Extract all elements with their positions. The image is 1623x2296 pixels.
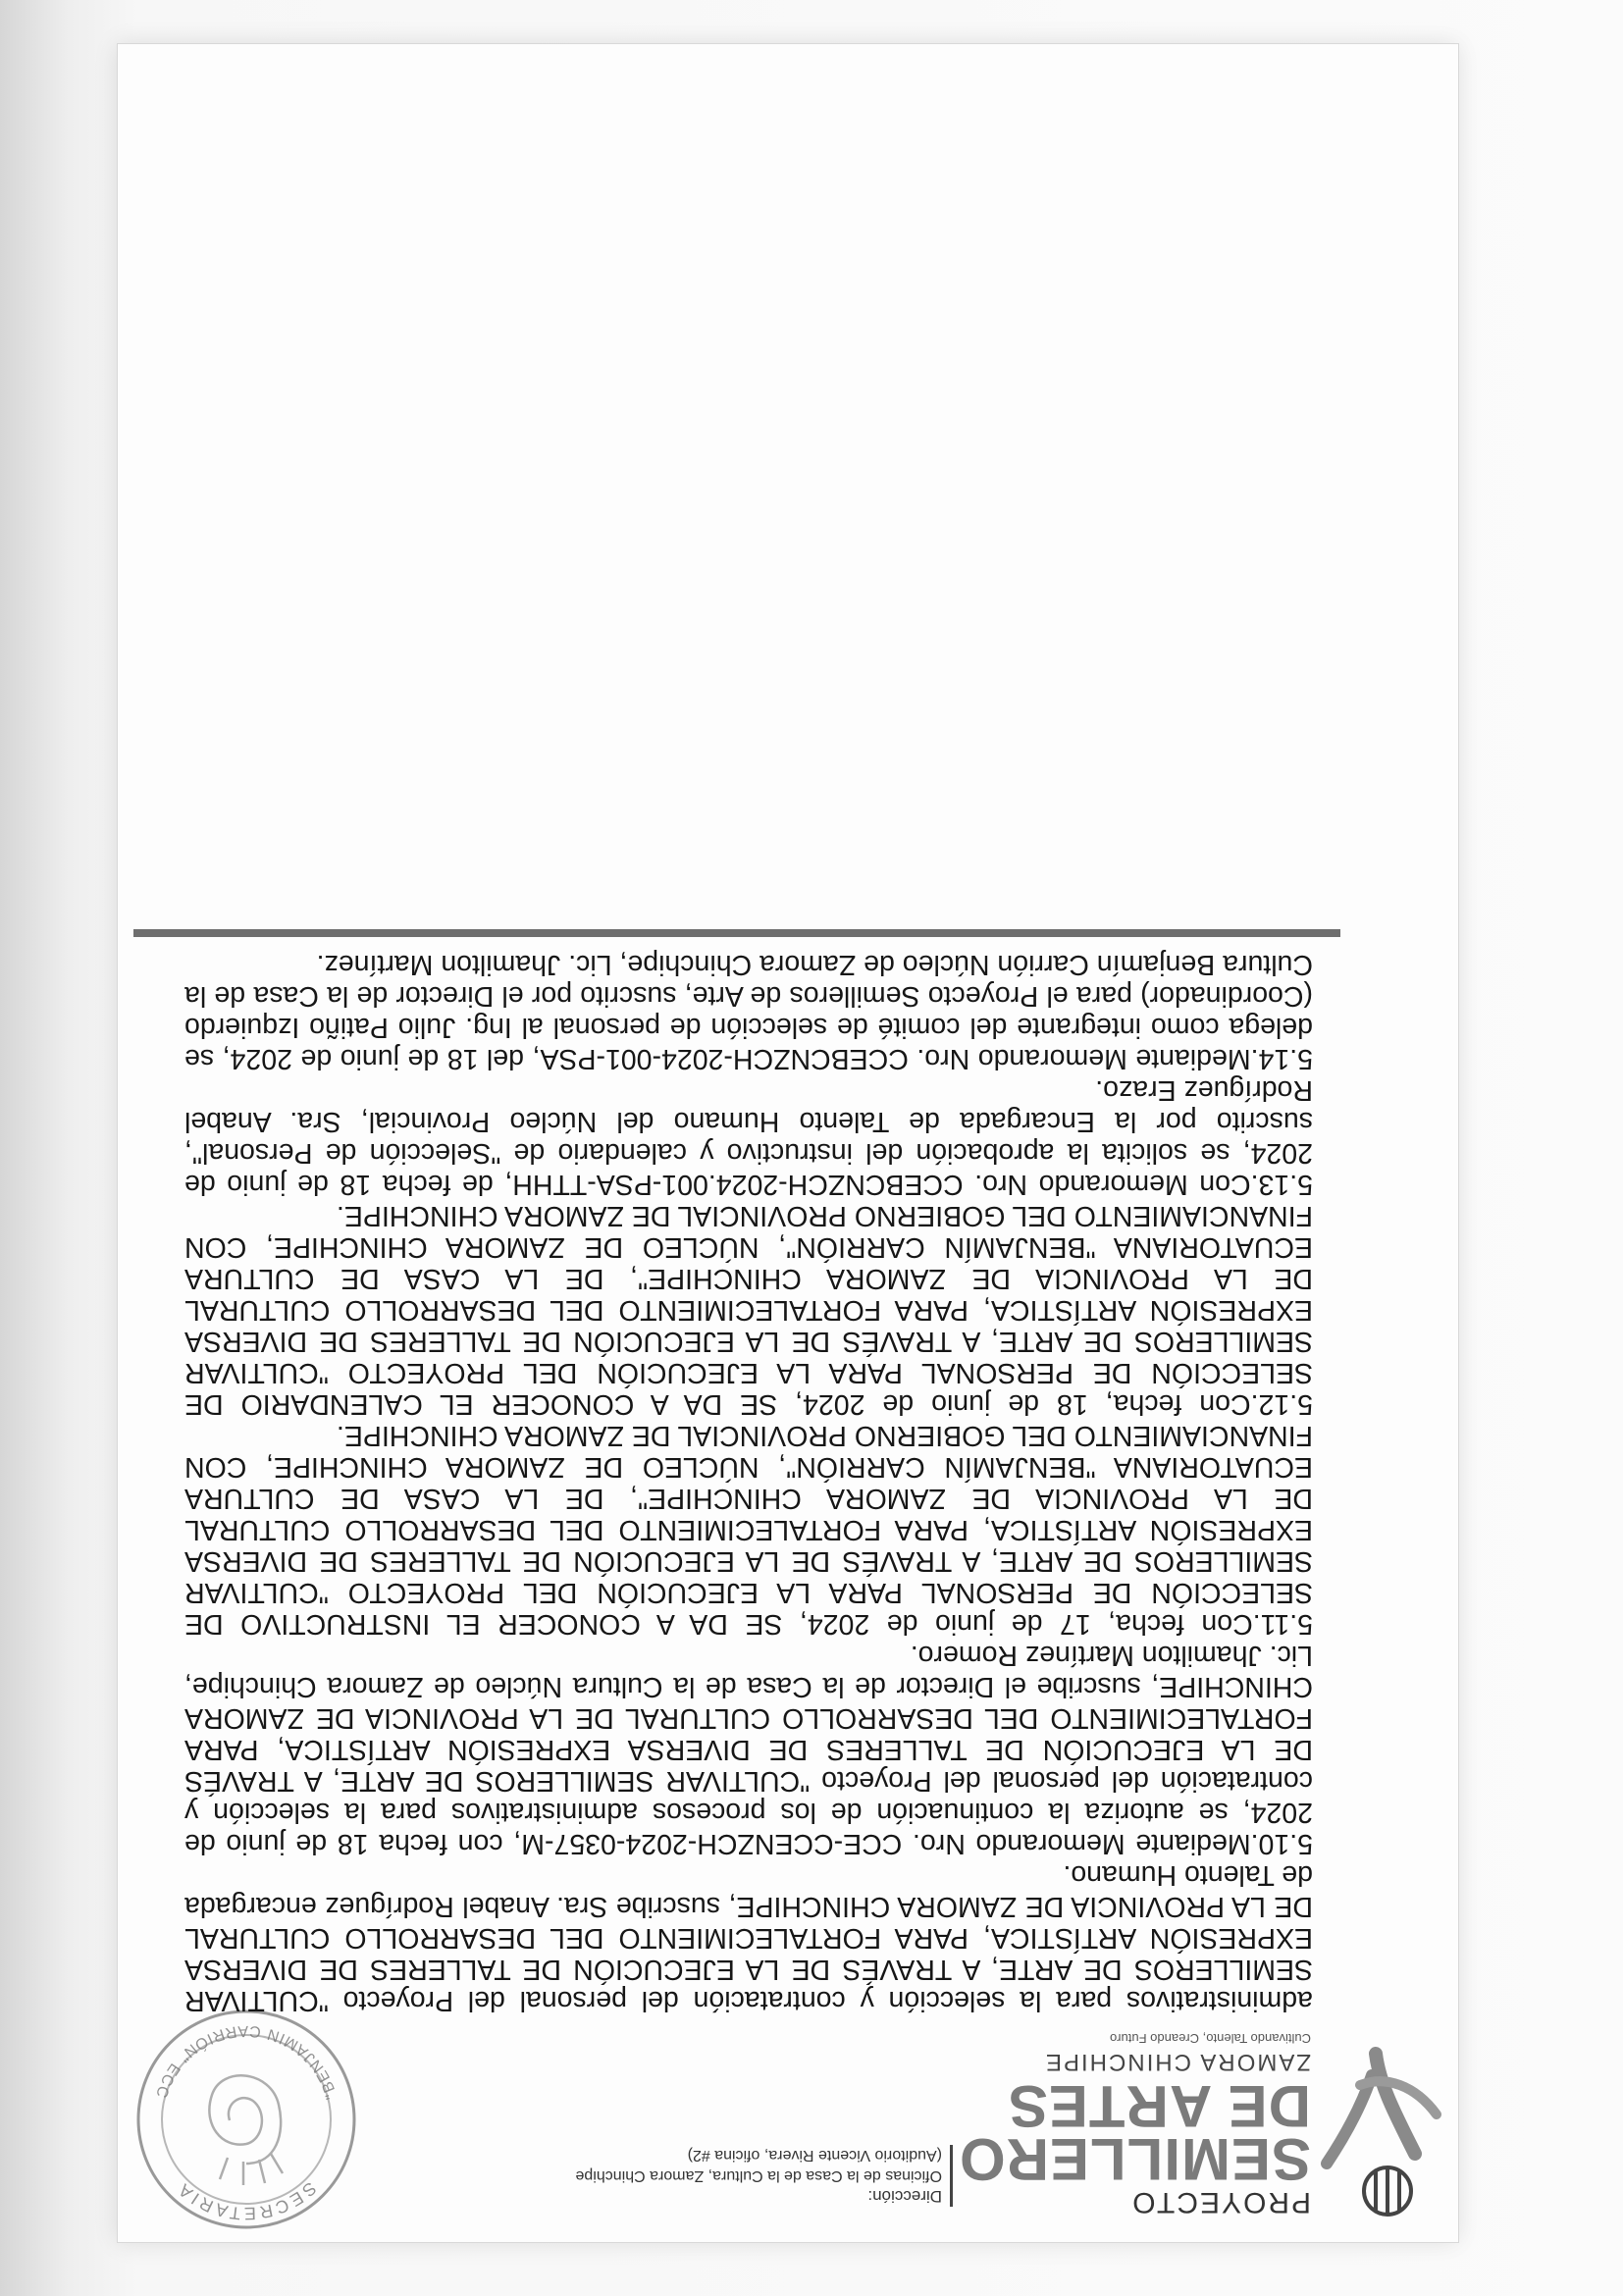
brand-tagline: Cultivando Talento, Creando Futuro	[1110, 2031, 1311, 2046]
paragraph-5-12	[184, 1200, 1313, 1420]
scan-artifact-line	[133, 929, 1340, 937]
paragraph-number: 5.10.	[1250, 1828, 1313, 1859]
paragraph-continuation	[184, 1859, 1313, 2016]
secretary-stamp-icon	[124, 1997, 369, 2242]
paragraph-5-11	[184, 1420, 1313, 1640]
stamp-text-top: SECRETARIA	[172, 2177, 321, 2224]
paragraph-text: Mediante Memorando Nro. CCE-CCENZCH-2024-0357-M, con fecha 18 de junio de 2024, se autoriza la continuación de los procesos administrativos para la selección y contratación del personal del Proyecto "CULTIVAR SEMILLEROS DE ARTE, A TRAVÉS DE LA EJECUCIÓN DE TALLERES DE DIVERSA EXPRESIÓN ARTÍSTICA, PARA FORTALECIMIENTO DEL DESARROLLO CULTURAL DE LA PROVINCIA DE ZAMORA CHINCHIPE, suscribe el Director de la Casa de la Cultura Núcleo de Zamora Chinchipe, Lic. Jhamilton Martínez Romero.	[184, 1640, 1313, 1859]
brand-subtitle: ZAMORA CHINCHIPE	[1043, 2049, 1311, 2075]
paragraph-text: Con fecha, 17 de junio de 2024, SE DA A CONOCER EL INSTRUCTIVO DE SELECCIÓN DE PERSONAL PARA LA EJECUCIÓN DEL PROYECTO "CULTIVAR SEMILLEROS DE ARTE, A TRAVÉS DE LA EJECUCIÓN DE TALLERES DE DIVERSA EXPRESIÓN ARTÍSTICA, PARA FORTALECIMIENTO DEL DESARROLLO CULTURAL DE LA PROVINCIA DE ZAMORA CHINCHIPE", DE LA CASA DE CULTURA ECUATORIANA "BENJAMÍN CARRIÓN", NÚCLEO DE ZAMORA CHINCHIPE, CON FINANCIAMIENTO DEL GOBIERNO PROVINCIAL DE ZAMORA CHINCHIPE.	[184, 1420, 1313, 1640]
paragraph-number: 5.11.	[1252, 1608, 1313, 1640]
address-label: Dirección:	[867, 2187, 942, 2206]
address-block	[575, 2145, 953, 2207]
paragraph-number: 5.14.	[1250, 1043, 1313, 1074]
paragraph-5-14	[184, 949, 1313, 1074]
paper-page	[118, 44, 1458, 2242]
paragraph-text: Con Memorando Nro. CCEBCNZCH-2024.001-PSA-TTHH, de fecha 18 de junio de 2024, se solicita la aprobación del instructivo y calendario de "Selección de Personal", suscrito por la Encargada de Talento Humano del Núcleo Provincial, Sra. Anabel Rodríguez Erazo.	[184, 1074, 1313, 1200]
brand-title	[958, 2073, 1311, 2192]
paragraph-number: 5.13.	[1250, 1169, 1313, 1200]
paragraph-text: administrativos para la selección y contratación del personal del Proyecto "CULTIVAR SEMILLEROS DE ARTE, A TRAVÉS DE LA EJECUCIÓN DE TALLERES DE DIVERSA EXPRESIÓN ARTÍSTICA, PARA FORTALECIMIENTO DEL DESARROLLO CULTURAL DE LA PROVINCIA DE ZAMORA CHINCHIPE, suscribe Sra. Anabel Rodríguez encargada de Talento Humano.	[184, 1859, 1313, 2016]
paragraph-number: 5.12.	[1250, 1388, 1313, 1420]
semillero-logo-icon	[1317, 2046, 1444, 2232]
letterhead	[118, 1987, 1458, 2242]
address-line-1: Oficinas de la Casa de la Cultura, Zamora Chinchipe	[575, 2167, 942, 2184]
paragraph-5-13	[184, 1074, 1313, 1200]
paragraph-5-10	[184, 1640, 1313, 1859]
address-line-2: (Auditorio Vicente Rivera, oficina #2)	[687, 2147, 942, 2164]
paragraph-text: Con fecha, 18 de junio de 2024, SE DA A CONOCER EL CALENDARIO DE SELECCIÓN DE PERSONAL PARA LA EJECUCIÓN DEL PROYECTO "CULTIVAR SEMILLEROS DE ARTE, A TRAVÉS DE LA EJECUCIÓN DE TALLERES DE DIVERSA EXPRESIÓN ARTÍSTICA, PARA FORTALECIMIENTO DEL DESARROLLO CULTURAL DE LA PROVINCIA DE ZAMORA CHINCHIPE", DE LA CASA DE CULTURA ECUATORIANA "BENJAMÍN CARRIÓN", NÚCLEO DE ZAMORA CHINCHIPE, CON FINANCIAMIENTO DEL GOBIERNO PROVINCIAL DE ZAMORA CHINCHIPE.	[184, 1200, 1313, 1420]
brand-line-1: SEMILLERO	[958, 2126, 1311, 2192]
brand-block	[958, 2031, 1311, 2218]
stamp-text-bottom: "BENJAMIN CARRIÓN" ECC	[151, 2021, 341, 2102]
document-body	[184, 949, 1313, 2016]
brand-line-2: DE ARTES	[1007, 2073, 1311, 2139]
brand-top: PROYECTO	[1130, 2186, 1311, 2218]
paragraph-text: Mediante Memorando Nro. CCEBCNZCH-2024-001-PSA, del 18 de junio de 2024, se delega como integrante del comité de selección de personal al Ing. Julio Patiño Izquierdo (Coordinador) para el Proyecto Semilleros de Arte, suscrito por el Director de la Casa de la Cultura Benjamín Carrión Núcleo de Zamora Chinchipe, Lic. Jhamilton Martínez.	[184, 949, 1313, 1074]
